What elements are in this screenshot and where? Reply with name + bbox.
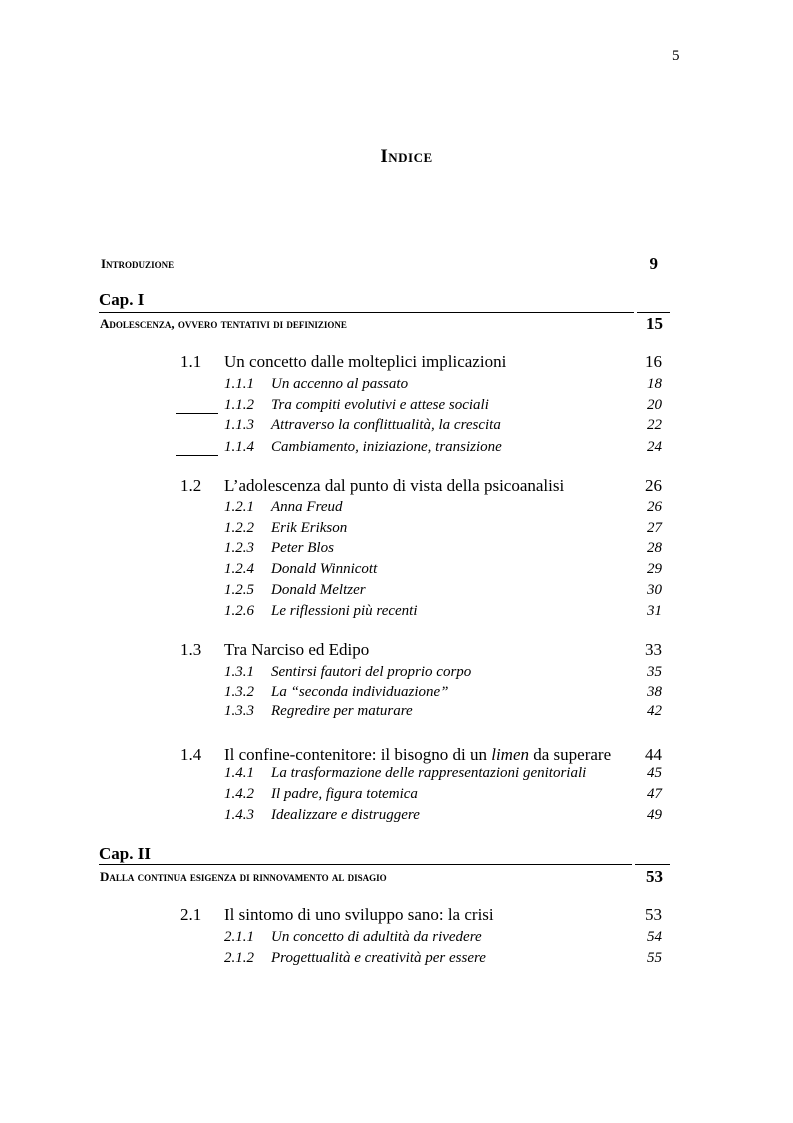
blank-rule: [176, 455, 218, 456]
subsection-title: Donald Meltzer: [271, 582, 366, 598]
subsection-number: 2.1.1: [224, 929, 254, 945]
subsection-title: Un accenno al passato: [271, 376, 409, 392]
chapter-page-rule: [637, 312, 670, 313]
subsection-title: Regredire per maturare: [271, 703, 413, 719]
subsection-title: Le riflessioni più recenti: [271, 603, 418, 619]
section-page: 33: [645, 640, 662, 659]
chapter-label: Cap. I: [99, 290, 145, 309]
toc-intro-page: 9: [649, 254, 658, 273]
section-page: 26: [645, 476, 662, 495]
subsection-number: 2.1.2: [224, 950, 254, 966]
section-number: 1.3: [180, 640, 202, 659]
subsection-title: Idealizzare e distruggere: [271, 807, 420, 823]
subsection-page: 26: [647, 499, 662, 515]
subsection-title: Donald Winnicott: [271, 561, 378, 577]
subsection-title: Sentirsi fautori del proprio corpo: [271, 664, 472, 680]
subsection-title: Erik Erikson: [271, 520, 348, 536]
page-number: 5: [672, 48, 680, 64]
section-number: 1.4: [180, 745, 202, 764]
section-title: Il sintomo di uno sviluppo sano: la crisi: [224, 905, 494, 924]
subsection-page: 38: [647, 684, 662, 700]
subsection-number: 1.2.4: [224, 561, 254, 577]
subsection-page: 24: [647, 439, 662, 455]
chapter-rule: [99, 864, 632, 865]
page-title: Indice: [380, 146, 433, 167]
section-title: L’adolescenza dal punto di vista della psicoanalisi: [224, 476, 565, 495]
subsection-number: 1.4.1: [224, 765, 254, 781]
section-number: 1.1: [180, 352, 202, 371]
subsection-page: 45: [647, 765, 662, 781]
toc-intro-label: Introduzione: [101, 256, 175, 271]
section-number: 1.2: [180, 476, 202, 495]
subsection-number: 1.2.6: [224, 603, 254, 619]
subsection-page: 35: [647, 664, 662, 680]
subsection-number: 1.1.3: [224, 417, 254, 433]
chapter-page-rule: [635, 864, 670, 865]
subsection-title: Attraverso la conflittualità, la crescita: [271, 417, 501, 433]
subsection-number: 1.1.2: [224, 397, 254, 413]
subsection-page: 42: [647, 703, 662, 719]
subsection-page: 30: [647, 582, 662, 598]
subsection-number: 1.1.1: [224, 376, 254, 392]
subsection-title: Cambiamento, iniziazione, transizione: [271, 439, 502, 455]
subsection-page: 18: [647, 376, 662, 392]
subsection-page: 20: [647, 397, 662, 413]
subsection-page: 47: [647, 786, 662, 802]
subsection-page: 49: [647, 807, 662, 823]
chapter-rule: [99, 312, 634, 313]
section-title: Un concetto dalle molteplici implicazioni: [224, 352, 507, 371]
subsection-title: Tra compiti evolutivi e attese sociali: [271, 397, 489, 413]
chapter-label: Cap. II: [99, 844, 151, 863]
subsection-number: 1.3.2: [224, 684, 254, 700]
section-page: 16: [645, 352, 662, 371]
section-title-em: limen: [491, 745, 529, 764]
subsection-title: La trasformazione delle rappresentazioni genitoriali: [271, 765, 587, 781]
chapter-page: 53: [646, 867, 663, 886]
subsection-title: Progettualità e creatività per essere: [271, 950, 486, 966]
section-title: Tra Narciso ed Edipo: [224, 640, 370, 659]
subsection-number: 1.4.2: [224, 786, 254, 802]
subsection-page: 54: [647, 929, 662, 945]
section-title: [224, 745, 611, 765]
section-number: 2.1: [180, 905, 202, 924]
subsection-title: Anna Freud: [271, 499, 343, 515]
section-page: 44: [645, 745, 662, 764]
blank-rule: [176, 413, 218, 414]
subsection-number: 1.2.2: [224, 520, 254, 536]
section-title-pre: Il confine-contenitore: il bisogno di un: [224, 745, 492, 764]
subsection-title: La “seconda individuazione”: [271, 684, 449, 700]
subsection-page: 55: [647, 950, 662, 966]
subsection-number: 1.1.4: [224, 439, 254, 455]
subsection-number: 1.4.3: [224, 807, 254, 823]
subsection-title: Un concetto di adultità da rivedere: [271, 929, 482, 945]
subsection-page: 27: [647, 520, 662, 536]
chapter-title: Dalla continua esigenza di rinnovamento al disagio: [100, 869, 387, 884]
subsection-page: 22: [647, 417, 662, 433]
section-page: 53: [645, 905, 662, 924]
subsection-title: Peter Blos: [271, 540, 334, 556]
chapter-title: Adolescenza, ovvero tentativi di definizione: [100, 316, 347, 331]
subsection-number: 1.3.1: [224, 664, 254, 680]
subsection-number: 1.2.5: [224, 582, 254, 598]
section-title-post: da superare: [529, 745, 612, 764]
subsection-page: 29: [647, 561, 662, 577]
subsection-number: 1.2.3: [224, 540, 254, 556]
subsection-title: Il padre, figura totemica: [271, 786, 418, 802]
subsection-number: 1.3.3: [224, 703, 254, 719]
chapter-page: 15: [646, 314, 663, 333]
subsection-page: 31: [647, 603, 662, 619]
subsection-page: 28: [647, 540, 662, 556]
subsection-number: 1.2.1: [224, 499, 254, 515]
